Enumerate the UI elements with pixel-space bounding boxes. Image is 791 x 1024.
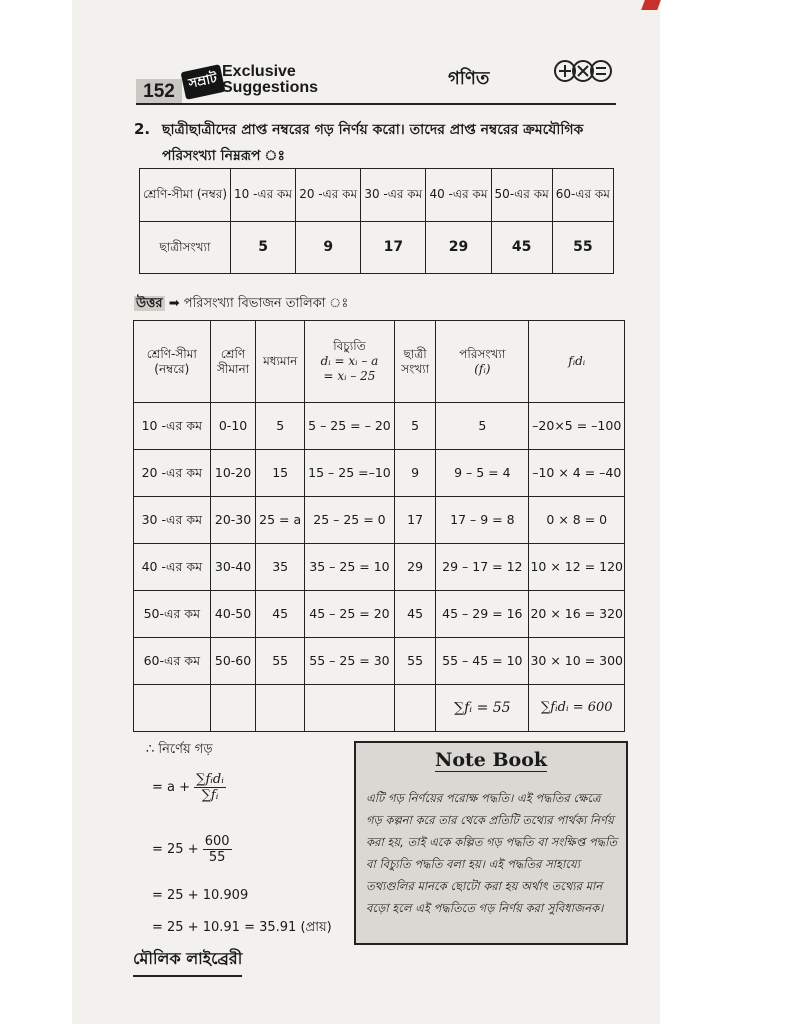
fd-cell: –20×5 = –100: [529, 403, 625, 450]
formula-line-1: [152, 772, 226, 803]
class-cell: 10 -এর কম: [231, 169, 296, 222]
fd-cell: 10 × 12 = 120: [529, 544, 625, 591]
header-students: ছাত্রী সংখ্যা: [395, 321, 436, 403]
class-cell: 40 -এর কম: [426, 169, 491, 222]
deviation-cell: 25 – 25 = 0: [304, 497, 394, 544]
deviation-formula-1: dᵢ = xᵢ – a: [320, 354, 379, 368]
class-cell: 60-এর কম: [552, 169, 613, 222]
header-midpoint: মধ্যমান: [256, 321, 304, 403]
formula-1-fraction: [194, 772, 226, 803]
empty-cell: [256, 685, 304, 732]
deviation-title: বিচ্যুতি: [333, 339, 366, 353]
frequency-symbol: (fᵢ): [474, 361, 491, 376]
page-number: 152: [136, 79, 182, 105]
sum-fd-cell: ∑fᵢdᵢ = 600: [529, 685, 625, 732]
deviation-cell: 5 – 25 = – 20: [304, 403, 394, 450]
note-title: [356, 749, 626, 771]
frequency-cell: 5: [436, 403, 529, 450]
class-cell: 30 -এর কম: [361, 169, 426, 222]
count-cell: 45: [491, 221, 552, 274]
class-limit-cell: 10 -এর কম: [134, 403, 211, 450]
math-operators-icon: [552, 56, 614, 86]
note-body: এটি গড় নির্ণয়ের পরোক্ষ পদ্ধতি। এই পদ্ধতির ক্ষেত্রে গড় কল্পনা করে তার থেকে প্রতিটি তথ্যের পার্থক্য নির্ণয় করা হয়, তাই একে কল্পিত গড় পদ্ধতি বা সংক্ষিপ্ত পদ্ধতি বা বিচ্যুতি পদ্ধতি বলা হয়। এই পদ্ধতির সাহায্যে তথ্যগুলির মানকে ছোটো করা হয় অর্থাৎ তথ্যের মান বড়ো হলে এই পদ্ধতিতে গড় নির্ণয় করা সুবিধাজনক।: [366, 791, 618, 915]
header-fd: [529, 321, 625, 403]
formula-line-4: = 25 + 10.91 = 35.91 (প্রায়): [152, 920, 332, 935]
table-row: [140, 221, 614, 274]
class-cell: 50-এর কম: [491, 169, 552, 222]
class-limit-cell: 60-এর কম: [134, 638, 211, 685]
sum-f-cell: ∑fᵢ = 55: [436, 685, 529, 732]
header-divider: [136, 103, 616, 105]
deviation-cell: 15 – 25 =–10: [304, 450, 394, 497]
header-class-boundary: শ্রেণি সীমানা: [210, 321, 256, 403]
answer-label: উত্তর: [136, 296, 163, 311]
formula-line-3: = 25 + 10.909: [152, 888, 249, 903]
header-frequency: [436, 321, 529, 403]
header-deviation: [304, 321, 394, 403]
table-row: [134, 638, 625, 685]
fd-cell: –10 × 4 = –40: [529, 450, 625, 497]
boundary-cell: 40-50: [210, 591, 256, 638]
class-cell: 20 -এর কম: [296, 169, 361, 222]
formula-2-fraction: [203, 834, 232, 865]
students-cell: 55: [395, 638, 436, 685]
header-class-limit: শ্রেণি-সীমা (নম্বরে): [134, 321, 211, 403]
midpoint-cell: 35: [256, 544, 304, 591]
deviation-cell: 55 – 25 = 30: [304, 638, 394, 685]
publisher-footer: মৌলিক লাইব্রেরী: [133, 946, 242, 977]
empty-cell: [304, 685, 394, 732]
class-limit-cell: 40 -এর কম: [134, 544, 211, 591]
frequency-cell: 55 – 45 = 10: [436, 638, 529, 685]
formula-2-prefix: = 25 +: [152, 842, 199, 857]
fd-cell: 30 × 10 = 300: [529, 638, 625, 685]
class-limit-cell: 50-এর কম: [134, 591, 211, 638]
formula-1-numerator: ∑fᵢdᵢ: [196, 772, 224, 787]
publisher-badge: সম্রাট: [181, 64, 226, 100]
formula-2-numerator: 600: [204, 834, 230, 849]
boundary-cell: 30-40: [210, 544, 256, 591]
mean-label: ∴ নির্ণেয় গড়: [146, 742, 213, 757]
count-cell: 9: [296, 221, 361, 274]
subject-title: গণিত: [448, 68, 490, 89]
table-sum-row: [134, 685, 625, 732]
class-limit-cell: 20 -এর কম: [134, 450, 211, 497]
question-text: ছাত্রীছাত্রীদের প্রাপ্ত নম্বরের গড় নির্ণয় করো। তাদের প্রাপ্ত নম্বরের ক্রমযৌগিক পরিসংখ্যা নিম্নরূপ ঃ: [162, 122, 584, 164]
boundary-cell: 10-20: [210, 450, 256, 497]
note-title-text: Note Book: [434, 749, 548, 771]
midpoint-cell: 25 = a: [256, 497, 304, 544]
table-row: [140, 169, 614, 222]
empty-cell: [395, 685, 436, 732]
count-cell: 5: [231, 221, 296, 274]
students-cell: 5: [395, 403, 436, 450]
table-row: [134, 497, 625, 544]
table-row: [134, 403, 625, 450]
brand-line2: Suggestions: [222, 79, 319, 96]
frequency-cell: 9 – 5 = 4: [436, 450, 529, 497]
note-book-box: [354, 741, 628, 945]
brand-line1: Exclusive: [222, 63, 296, 80]
students-cell: 17: [395, 497, 436, 544]
empty-cell: [134, 685, 211, 732]
question-number: 2.: [134, 120, 151, 138]
boundary-cell: 50-60: [210, 638, 256, 685]
frequency-cell: 45 – 29 = 16: [436, 591, 529, 638]
class-limit-cell: 30 -এর কম: [134, 497, 211, 544]
midpoint-cell: 45: [256, 591, 304, 638]
frequency-distribution-table: [133, 320, 625, 732]
count-cell: 55: [552, 221, 613, 274]
formula-1-prefix: = a +: [152, 780, 191, 795]
row-header-students: ছাত্রীসংখ্যা: [140, 221, 231, 274]
row-header-class-limit: শ্রেণি-সীমা (নম্বর): [140, 169, 231, 222]
students-cell: 9: [395, 450, 436, 497]
boundary-cell: 0-10: [210, 403, 256, 450]
count-cell: 29: [426, 221, 491, 274]
midpoint-cell: 5: [256, 403, 304, 450]
frequency-title: পরিসংখ্যা: [459, 346, 506, 361]
midpoint-cell: 15: [256, 450, 304, 497]
fd-cell: 0 × 8 = 0: [529, 497, 625, 544]
formula-2-denominator: 55: [208, 850, 226, 865]
deviation-cell: 45 – 25 = 20: [304, 591, 394, 638]
fd-cell: 20 × 16 = 320: [529, 591, 625, 638]
table-header-row: [134, 321, 625, 403]
brand-title: [222, 64, 318, 96]
count-cell: 17: [361, 221, 426, 274]
frequency-cell: 17 – 9 = 8: [436, 497, 529, 544]
boundary-cell: 20-30: [210, 497, 256, 544]
formula-line-2: [152, 834, 232, 865]
answer-text: পরিসংখ্যা বিভাজন তালিকা ঃ: [183, 296, 349, 311]
fd-symbol: fᵢdᵢ: [568, 354, 586, 368]
arrow-icon: ➡: [168, 296, 180, 311]
deviation-formula-2: = xᵢ – 25: [323, 369, 376, 383]
students-cell: 29: [395, 544, 436, 591]
empty-cell: [210, 685, 256, 732]
frequency-cell: 29 – 17 = 12: [436, 544, 529, 591]
answer-heading: [134, 294, 348, 315]
table-row: [134, 450, 625, 497]
midpoint-cell: 55: [256, 638, 304, 685]
students-cell: 45: [395, 591, 436, 638]
cumulative-frequency-table: [139, 168, 614, 274]
deviation-cell: 35 – 25 = 10: [304, 544, 394, 591]
formula-1-denominator: ∑fᵢ: [201, 788, 219, 803]
table-row: [134, 591, 625, 638]
table-row: [134, 544, 625, 591]
